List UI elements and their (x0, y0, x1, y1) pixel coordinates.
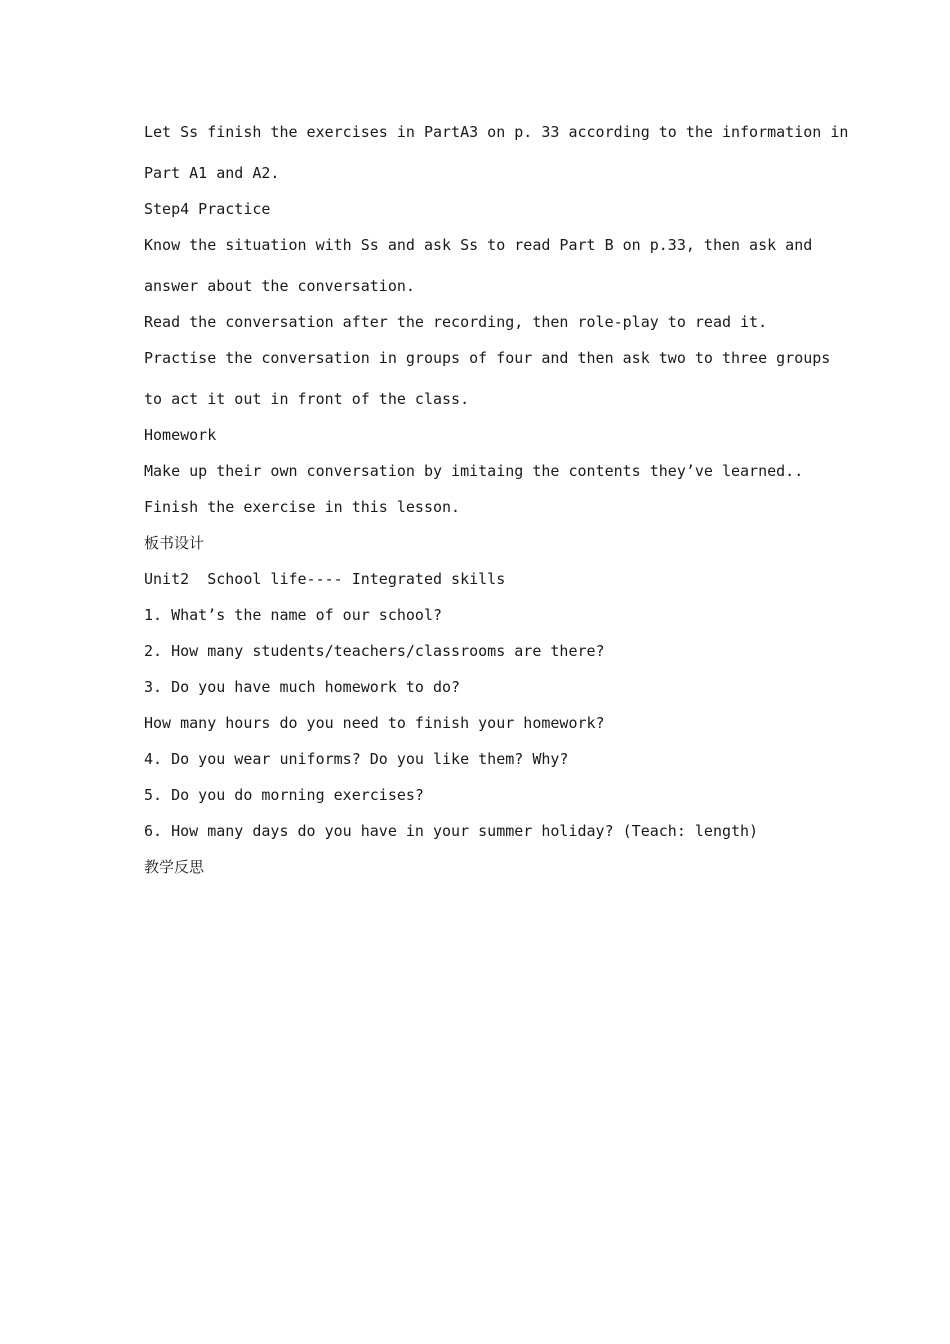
homework-heading: Homework (144, 426, 217, 444)
text-line: Finish the exercise in this lesson. (144, 498, 461, 516)
paragraph-practise (144, 348, 831, 409)
list-item: 3. Do you have much homework to do? (144, 678, 461, 696)
document-page (144, 122, 849, 893)
paragraph-line: Know the situation with Ss and ask Ss to read Part B on p.33, then ask and (144, 236, 813, 254)
board-design-heading: 板书设计 (144, 534, 205, 552)
list-item: 4. Do you wear uniforms? Do you like them? Why? (144, 750, 569, 768)
paragraph-line: to act it out in front of the class. (144, 390, 470, 408)
text-line: Read the conversation after the recording, then role-play to read it. (144, 313, 768, 331)
list-item: 2. How many students/teachers/classrooms are there? (144, 642, 605, 660)
step-heading: Step4 Practice (144, 200, 271, 218)
teaching-reflection-heading: 教学反思 (144, 858, 205, 876)
list-item: 5. Do you do morning exercises? (144, 786, 424, 804)
paragraph-line: Let Ss finish the exercises in PartA3 on p. 33 according to the information in (144, 123, 849, 141)
list-item: How many hours do you need to finish your homework? (144, 714, 605, 732)
paragraph-line: Practise the conversation in groups of four and then ask two to three groups (144, 349, 831, 367)
paragraph-situation (144, 235, 813, 296)
list-item: 1. What’s the name of our school? (144, 606, 443, 624)
paragraph-line: answer about the conversation. (144, 277, 415, 295)
list-item: 6. How many days do you have in your summer holiday? (Teach: length) (144, 822, 759, 840)
paragraph-line: Part A1 and A2. (144, 164, 280, 182)
text-line: Make up their own conversation by imitaing the contents they’ve learned.. (144, 462, 804, 480)
unit-title: Unit2 School life---- Integrated skills (144, 570, 506, 588)
paragraph-exercises (144, 122, 849, 183)
